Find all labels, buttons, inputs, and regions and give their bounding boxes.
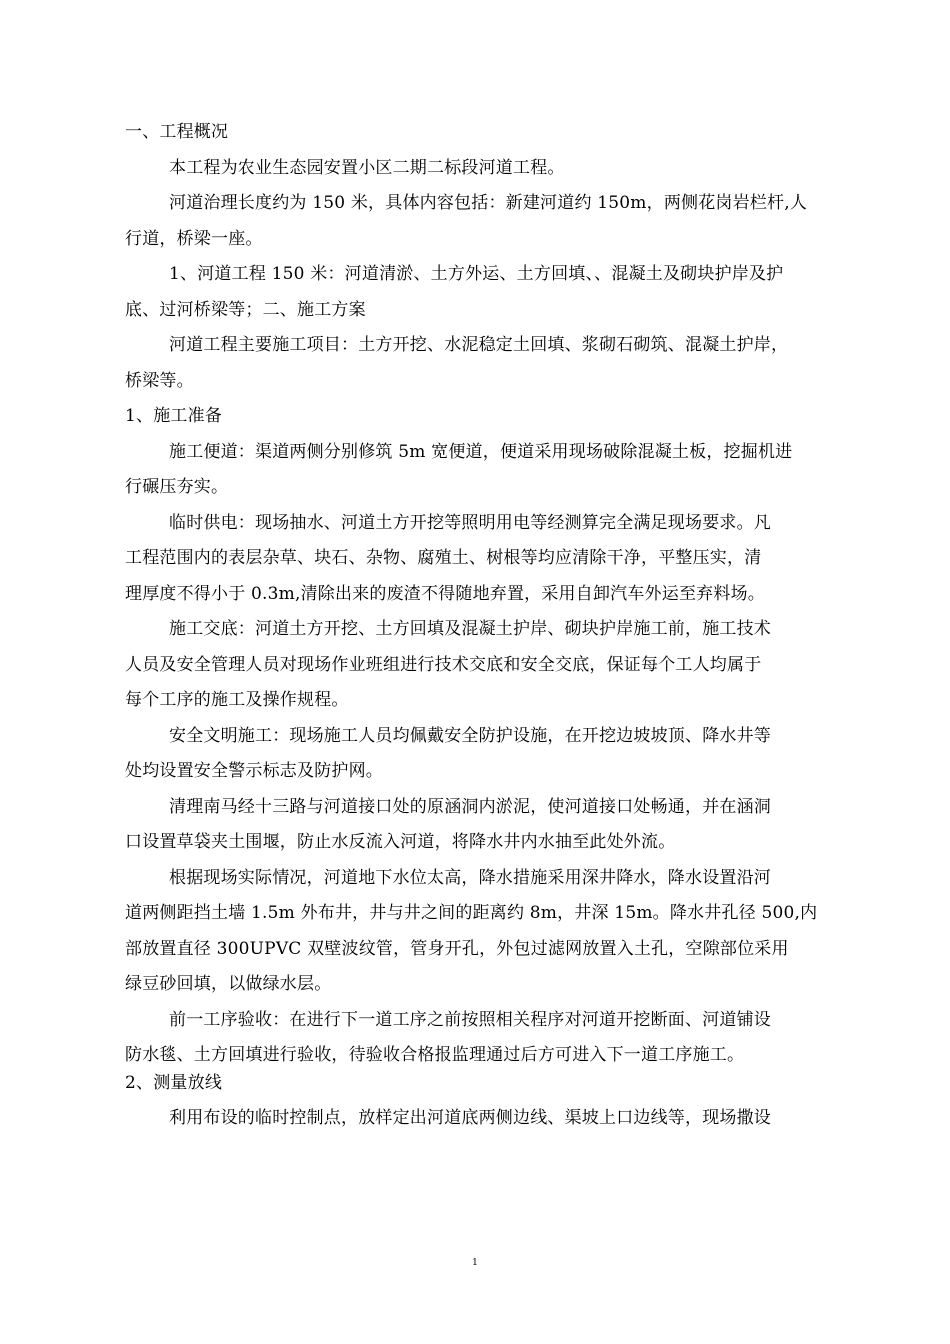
paragraph-line: 工程范围内的表层杂草、块石、杂物、腐殖土、树根等均应清除干净，平整压实，清 [125,548,762,568]
paragraph-line: 理厚度不得小于 0.3m,清除出来的废渣不得随地弃置，采用自卸汽车外运至弃料场。 [125,583,765,604]
paragraph-line: 桥梁等。 [125,370,194,391]
paragraph-line: 河道治理长度约为 150 米，具体内容包括：新建河道约 150m，两侧花岗岩栏杆,人 [169,193,808,213]
paragraph-line: 道两侧距挡土墙 1.5m 外布井，井与井之间的距离约 8m，井深 15m。降水井孔径 500,内 [125,903,818,923]
paragraph-line: 行道，桥梁一座。 [125,228,263,249]
paragraph-line: 绿豆砂回填，以做绿水层。 [125,974,332,994]
paragraph-line: 防水毯、土方回填进行验收，待验收合格报监理通过后方可进入下一道工序施工。 [125,1045,745,1065]
document-body [125,115,849,1137]
paragraph-line: 根据现场实际情况，河道地下水位太高，降水措施采用深井降水，降水设置沿河 [169,867,771,888]
page-number: 1 [472,1258,478,1268]
paragraph-line: 每个工序的施工及操作规程。 [125,690,349,710]
paragraph-line: 安全文明施工：现场施工人员均佩戴安全防护设施，在开挖边坡坡顶、降水井等 [169,725,771,746]
section-heading-preparation: 1、施工准备 [125,406,223,426]
paragraph-line: 底、过河桥梁等；二、施工方案 [125,299,366,320]
paragraph-line: 临时供电：现场抽水、河道土方开挖等照明用电等经测算完全满足现场要求。凡 [169,512,771,533]
paragraph-line: 施工便道：渠道两侧分别修筑 5m 宽便道，便道采用现场破除混凝土板，挖掘机进 [169,441,793,462]
paragraph-line: 人员及安全管理人员对现场作业班组进行技术交底和安全交底，保证每个工人均属于 [125,654,762,675]
paragraph-line: 施工交底：河道土方开挖、土方回填及混凝土护岸、砌块护岸施工前，施工技术 [169,619,771,639]
paragraph-line: 部放置直径 300UPVC 双壁波纹管，管身开孔，外包过滤网放置入土孔，空隙部位采用 [125,938,789,959]
section-heading-survey: 2、测量放线 [125,1072,223,1093]
paragraph-line: 1、河道工程 150 米：河道清淤、土方外运、土方回填、、混凝土及砌块护岸及护 [169,264,784,284]
paragraph-line: 本工程为农业生态园安置小区二期二标段河道工程。 [169,157,565,178]
section-heading-overview: 一、工程概况 [125,122,229,142]
paragraph-line: 口设置草袋夹土围堰，防止水反流入河道，将降水井内水抽至此处外流。 [125,832,676,852]
paragraph-line: 处均设置安全警示标志及防护网。 [125,761,383,781]
paragraph-line: 前一工序验收：在进行下一道工序之前按照相关程序对河道开挖断面、河道铺设 [169,1009,771,1030]
paragraph-line: 行碾压夯实。 [125,477,229,497]
paragraph-line: 利用布设的临时控制点，放样定出河道底两侧边线、渠坡上口边线等，现场撒设 [169,1108,771,1128]
paragraph-line: 清理南马经十三路与河道接口处的原涵洞内淤泥，使河道接口处畅通，并在涵洞 [169,796,771,817]
paragraph-line: 河道工程主要施工项目：土方开挖、水泥稳定土回填、浆砌石砌筑、混凝土护岸， [169,335,789,355]
